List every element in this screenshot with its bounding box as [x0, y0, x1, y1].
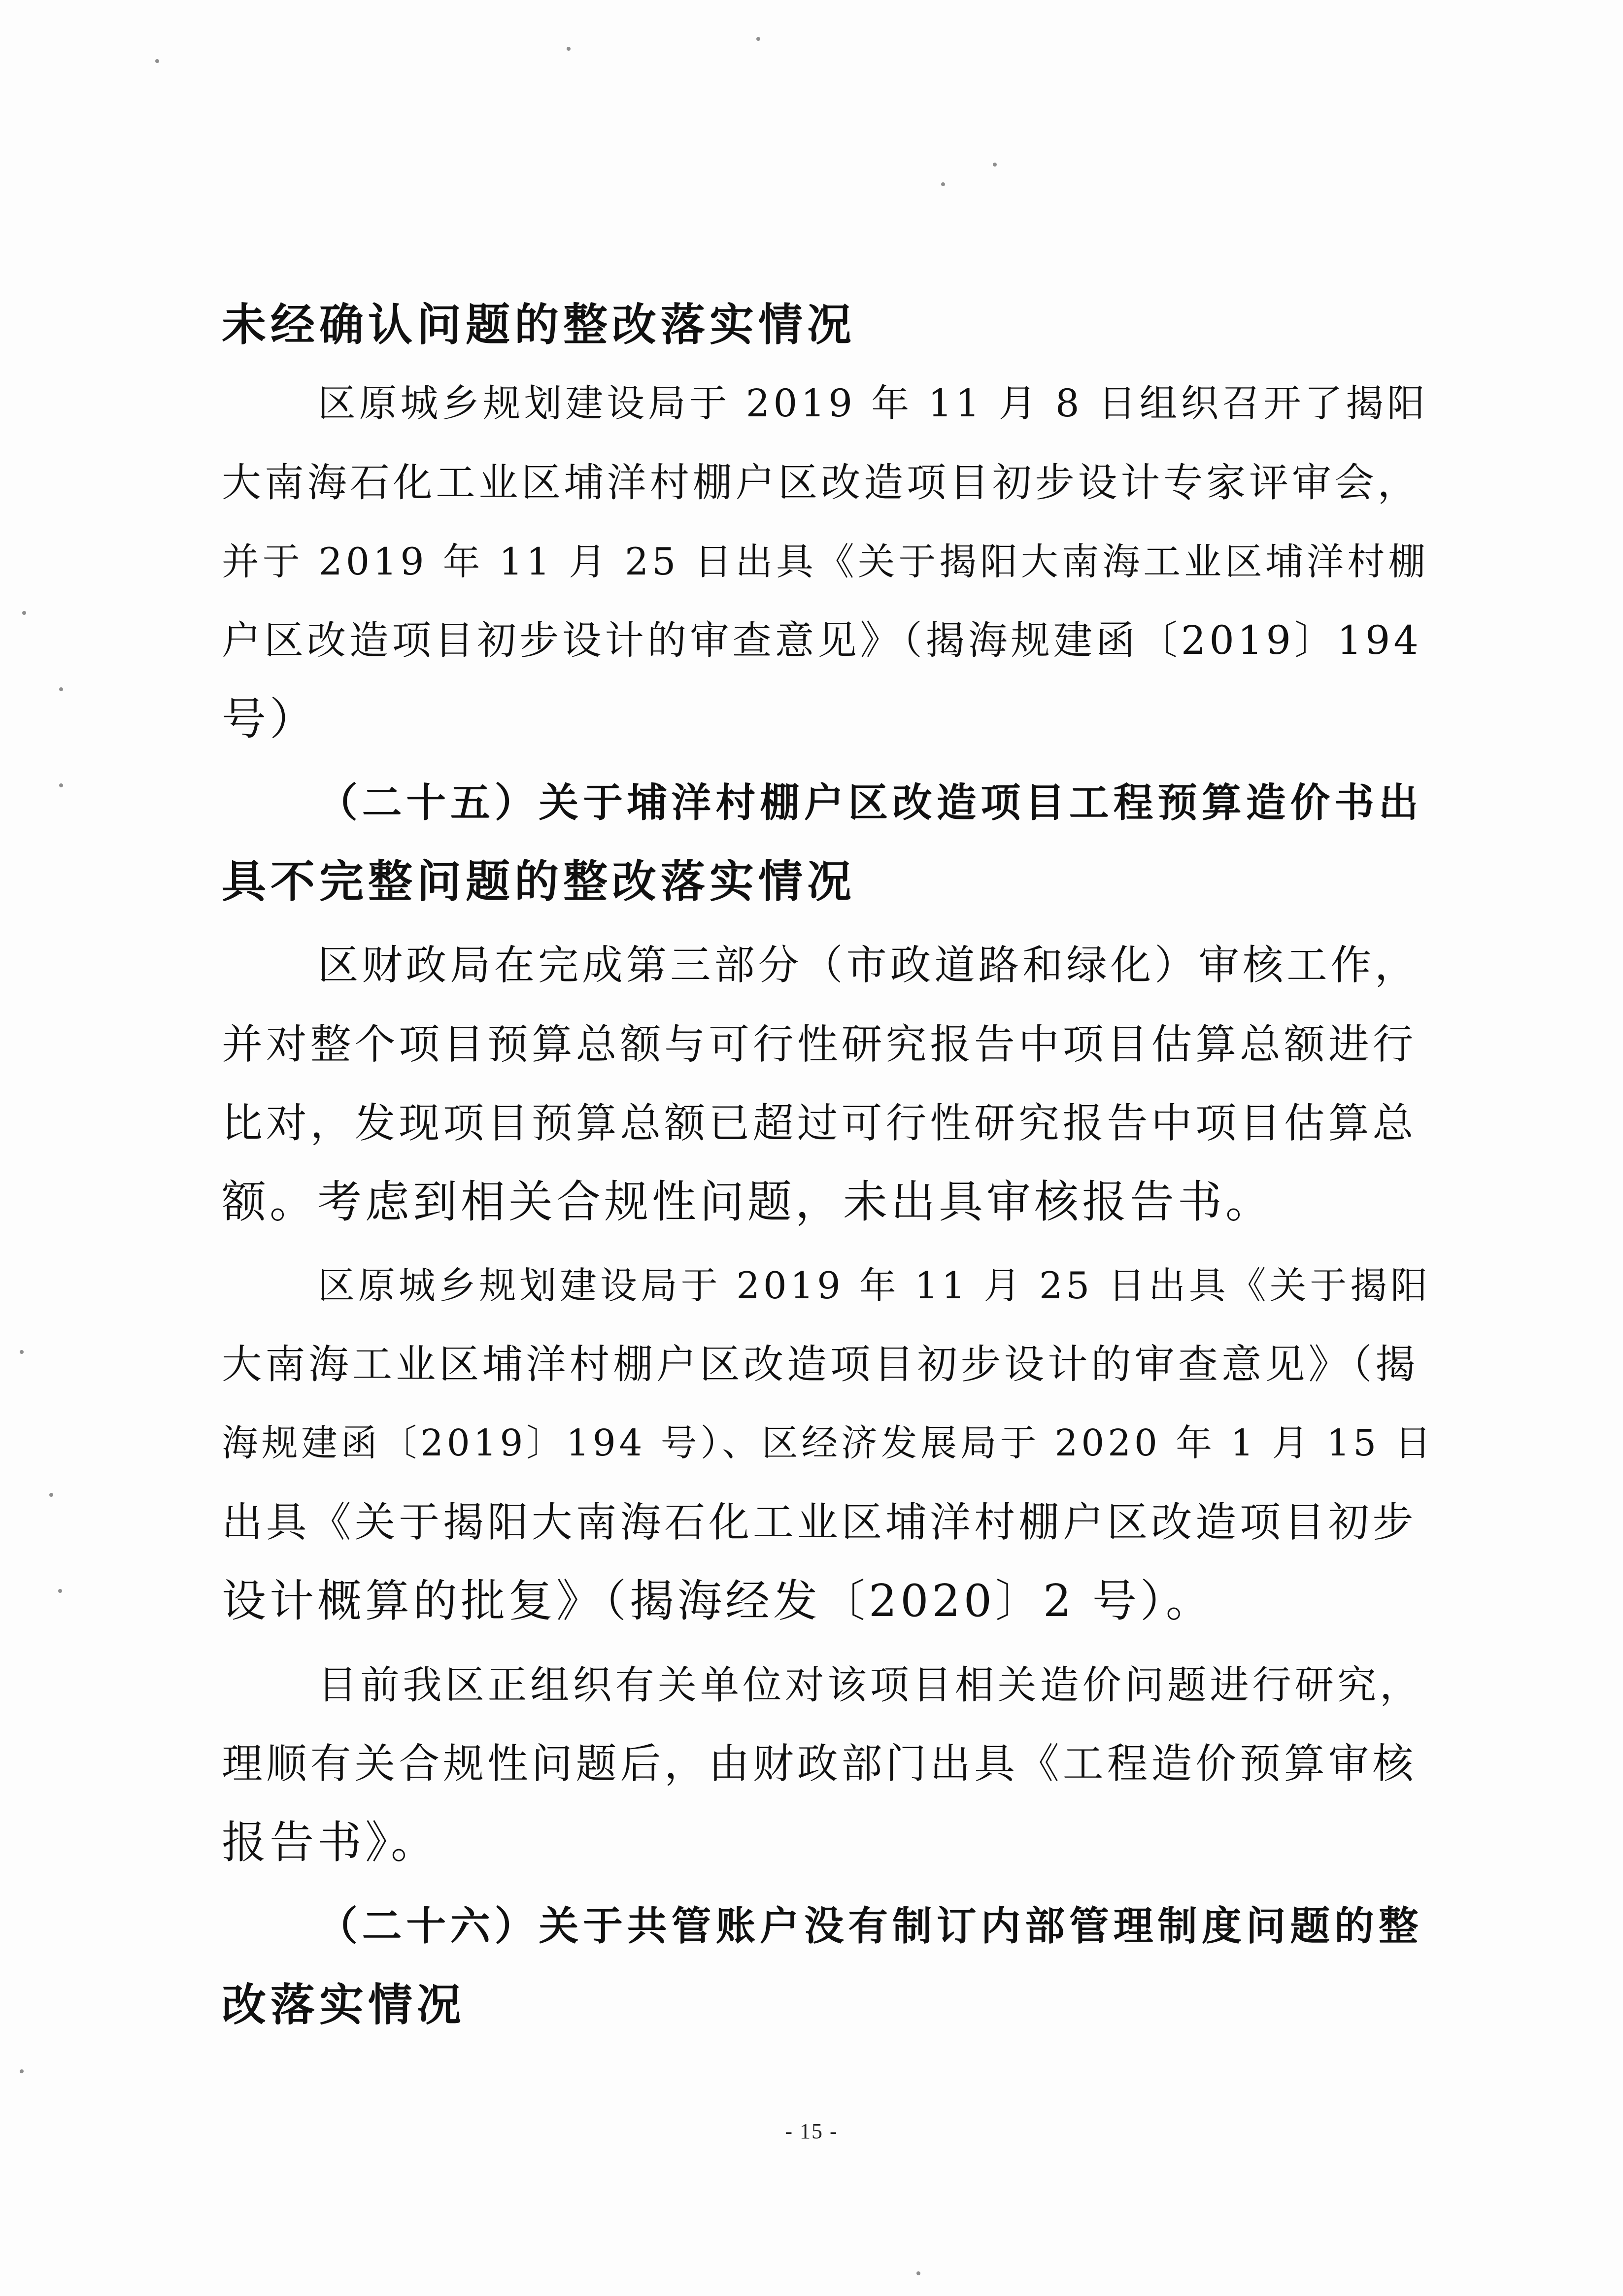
- body-text-line: 额。考虑到相关合规性问题，未出具审核报告书。: [222, 1176, 1273, 1228]
- scan-speck: [567, 47, 571, 51]
- scan-speck: [58, 1589, 62, 1593]
- scan-speck: [20, 1350, 24, 1354]
- body-text-line: 并于 2019 年 11 月 25 日出具《关于揭阳大南海工业区埔洋村棚: [222, 540, 1429, 583]
- body-text-line: 海规建函〔2019〕194 号）、区经济发展局于 2020 年 1 月 15 日: [222, 1422, 1435, 1464]
- body-text-line: 设计概算的批复》（揭海经发〔2020〕2 号）。: [222, 1575, 1214, 1627]
- section-heading-line: 改落实情况: [222, 1979, 466, 2031]
- scan-speck: [941, 182, 945, 186]
- body-text-line: 区财政局在完成第三部分（市政道路和绿化）审核工作，: [318, 942, 1419, 989]
- page-number: - 15 -: [785, 2119, 838, 2143]
- scan-speck: [49, 1493, 53, 1497]
- body-text-line: 理顺有关合规性问题后，由财政部门出具《工程造价预算审核: [222, 1740, 1417, 1788]
- section-heading-line: 具不完整问题的整改落实情况: [222, 856, 856, 908]
- body-text-line: 区原城乡规划建设局于 2019 年 11 月 8 日组织召开了揭阳: [318, 382, 1428, 426]
- body-text-line: 出具《关于揭阳大南海石化工业区埔洋村棚户区改造项目初步: [222, 1498, 1417, 1546]
- body-text-line: 户区改造项目初步设计的审查意见》（揭海规建函〔2019〕194: [222, 617, 1422, 663]
- scan-speck: [993, 163, 997, 167]
- section-heading-line: 未经确认问题的整改落实情况: [222, 299, 856, 351]
- scan-speck: [20, 2069, 24, 2073]
- body-text-line: 区原城乡规划建设局于 2019 年 11 月 25 日出具《关于揭阳: [318, 1264, 1431, 1307]
- body-text-line: 大南海石化工业区埔洋村棚户区改造项目初步设计专家评审会，: [222, 460, 1420, 506]
- body-text-line: 号）: [222, 693, 317, 745]
- scan-speck: [22, 611, 26, 615]
- section-heading-line: （二十六）关于共管账户没有制订内部管理制度问题的整: [318, 1903, 1423, 1950]
- scan-speck: [916, 2271, 920, 2275]
- scan-speck: [155, 59, 159, 63]
- section-heading-line: （二十五）关于埔洋村棚户区改造项目工程预算造价书出: [318, 780, 1423, 826]
- body-text-line: 大南海工业区埔洋村棚户区改造项目初步设计的审查意见》（揭: [222, 1342, 1419, 1388]
- scan-speck: [59, 783, 63, 787]
- body-text-line: 比对，发现项目预算总额已超过可行性研究报告中项目估算总: [222, 1099, 1417, 1147]
- scan-speck: [59, 687, 63, 691]
- scan-speck: [756, 37, 760, 41]
- body-text-line: 目前我区正组织有关单位对该项目相关造价问题进行研究，: [318, 1662, 1422, 1708]
- body-text-line: 报告书》。: [222, 1817, 439, 1868]
- body-text-line: 并对整个项目预算总额与可行性研究报告中项目估算总额进行: [222, 1020, 1417, 1068]
